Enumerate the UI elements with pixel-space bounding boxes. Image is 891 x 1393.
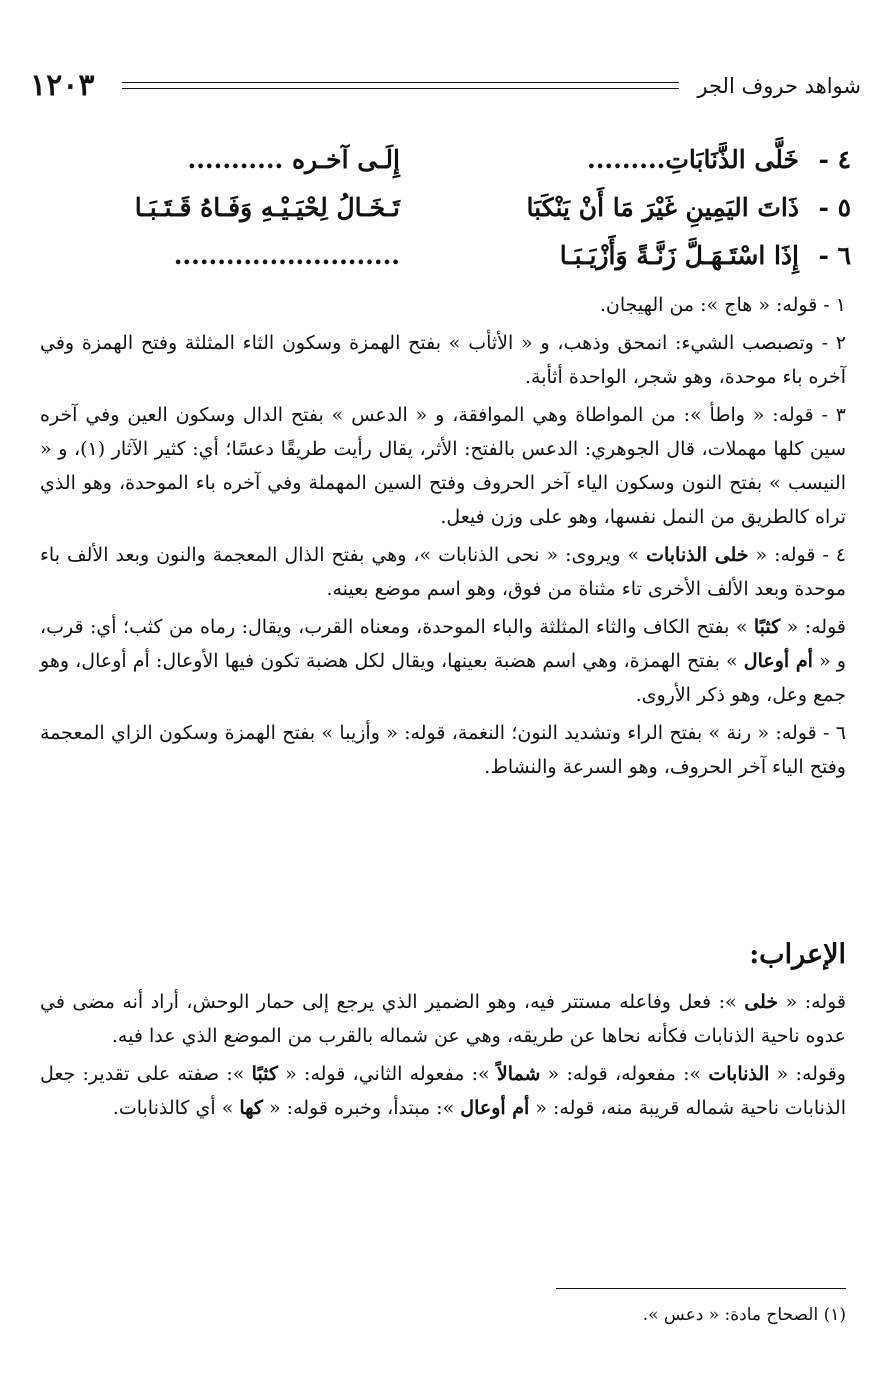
verse-first-hemistich: خَلَّى الذَّنَابَاتِ......... [587, 145, 799, 174]
verse-first-hemistich: ذَاتَ اليَمِينِ غَيْرَ مَا أَنْ يَنْكَبَا [526, 193, 799, 222]
verse-number: ٦ - [818, 241, 851, 270]
section-heading-irab: الإعراب: [749, 939, 846, 970]
footnote-rule [556, 1288, 846, 1289]
page-number: ١٢٠٣ [30, 68, 95, 103]
verse-line [100, 140, 851, 180]
verse-second-hemistich: تَـخَـالُ لِحْيَـيْـهِ وَفَـاهُ قَـتَـبَـا [134, 193, 400, 222]
running-title: شواهد حروف الجر [697, 74, 861, 98]
irab-paragraph: وقوله: « الذنابات »: مفعوله، قوله: « شمالاً »: مفعوله الثاني، قوله: « كثبًا »: صفته على تقدير: جعل الذنابات ناحية شماله قريبة منه، قوله: « أم أوعال »: مبتدأ، وخبره قوله: « كها » أي كالذنابات. [40, 1063, 846, 1119]
irab-paragraph: قوله: « خلى »: فعل وفاعله مستتر فيه، وهو الضمير الذي يرجع إلى حمار الوحش، أراد أنه مضى في عدوه ناحية الذنابات فكأنه نحاها عن طريقه، وهي عن شماله بالقرب من الموضع الذي عدا فيه. [40, 991, 847, 1047]
header-double-rule [122, 82, 679, 89]
commentary-paragraph: قوله: « كثبًا » بفتح الكاف والثاء المثلثة والباء الموحدة، ومعناه القرب، ويقال: رماه من كثب؛ أي: قرب، و « أم أوعال » بفتح الهمزة، وهي اسم هضبة بعينها، ويقال لكل هضبة تكون فيها الأوعال: أم أوعال، وهو جمع وعل، وهو ذكر الأروى. [40, 616, 846, 706]
verse-second-hemistich: إِلَـى آخـره ........... [187, 145, 400, 174]
commentary-paragraph: ٣ - قوله: « واطأ »: من المواطاة وهي الموافقة، و « الدعس » بفتح الدال وسكون العين وفي آخره سين كلها مهملات، قال الجوهري: الدعس بالفتح: الأثر، يقال رأيت طريقًا دعسًا؛ أي: كثير الآثار (١)، و « النيسب » بفتح النون وسكون الياء آخر الحروف وفتح السين المهملة وفي آخره باء الموحدة، وهو الذي تراه كالطريق من النمل نفسها، وهو على وزن فيعل. [40, 404, 846, 528]
irab-text [40, 985, 846, 1129]
page-header [30, 68, 861, 104]
commentary-paragraph: ٢ - وتصبصب الشيء: انمحق وذهب، و « الأثأب » بفتح الهمزة وسكون الثاء المثلثة وفتح الهمزة وفي آخره باء موحدة، وهو شجر، الواحدة أثأبة. [40, 332, 846, 388]
commentary-text [40, 288, 846, 788]
footnote: (١) الصحاح مادة: « دعس ». [642, 1305, 846, 1325]
verse-first-hemistich: إِذَا اسْتَـهَـلَّ زَنَّـةً وَأَزْيَـبَـا [559, 241, 799, 270]
verse-number: ٤ - [818, 145, 851, 174]
verse-second-hemistich: .......................... [173, 241, 400, 270]
verse-line [100, 236, 851, 276]
verse-number: ٥ - [818, 193, 851, 222]
commentary-paragraph: ٦ - قوله: « رنة » بفتح الراء وتشديد النون؛ النغمة، قوله: « وأزيبا » بفتح الهمزة وسكون الزاي المعجمة وفتح الياء آخر الحروف، وهو السرعة والنشاط. [40, 722, 846, 778]
commentary-paragraph: ١ - قوله: « هاج »: من الهيجان. [599, 294, 846, 316]
commentary-paragraph: ٤ - قوله: « خلى الذنابات » ويروى: « نحى الذنابات »، وهي بفتح الذال المعجمة والنون وبعد الألف باء موحدة وبعد الألف الأخرى تاء مثناة من فوق، وهو اسم موضع بعينه. [40, 544, 846, 600]
verse-line [100, 188, 851, 228]
